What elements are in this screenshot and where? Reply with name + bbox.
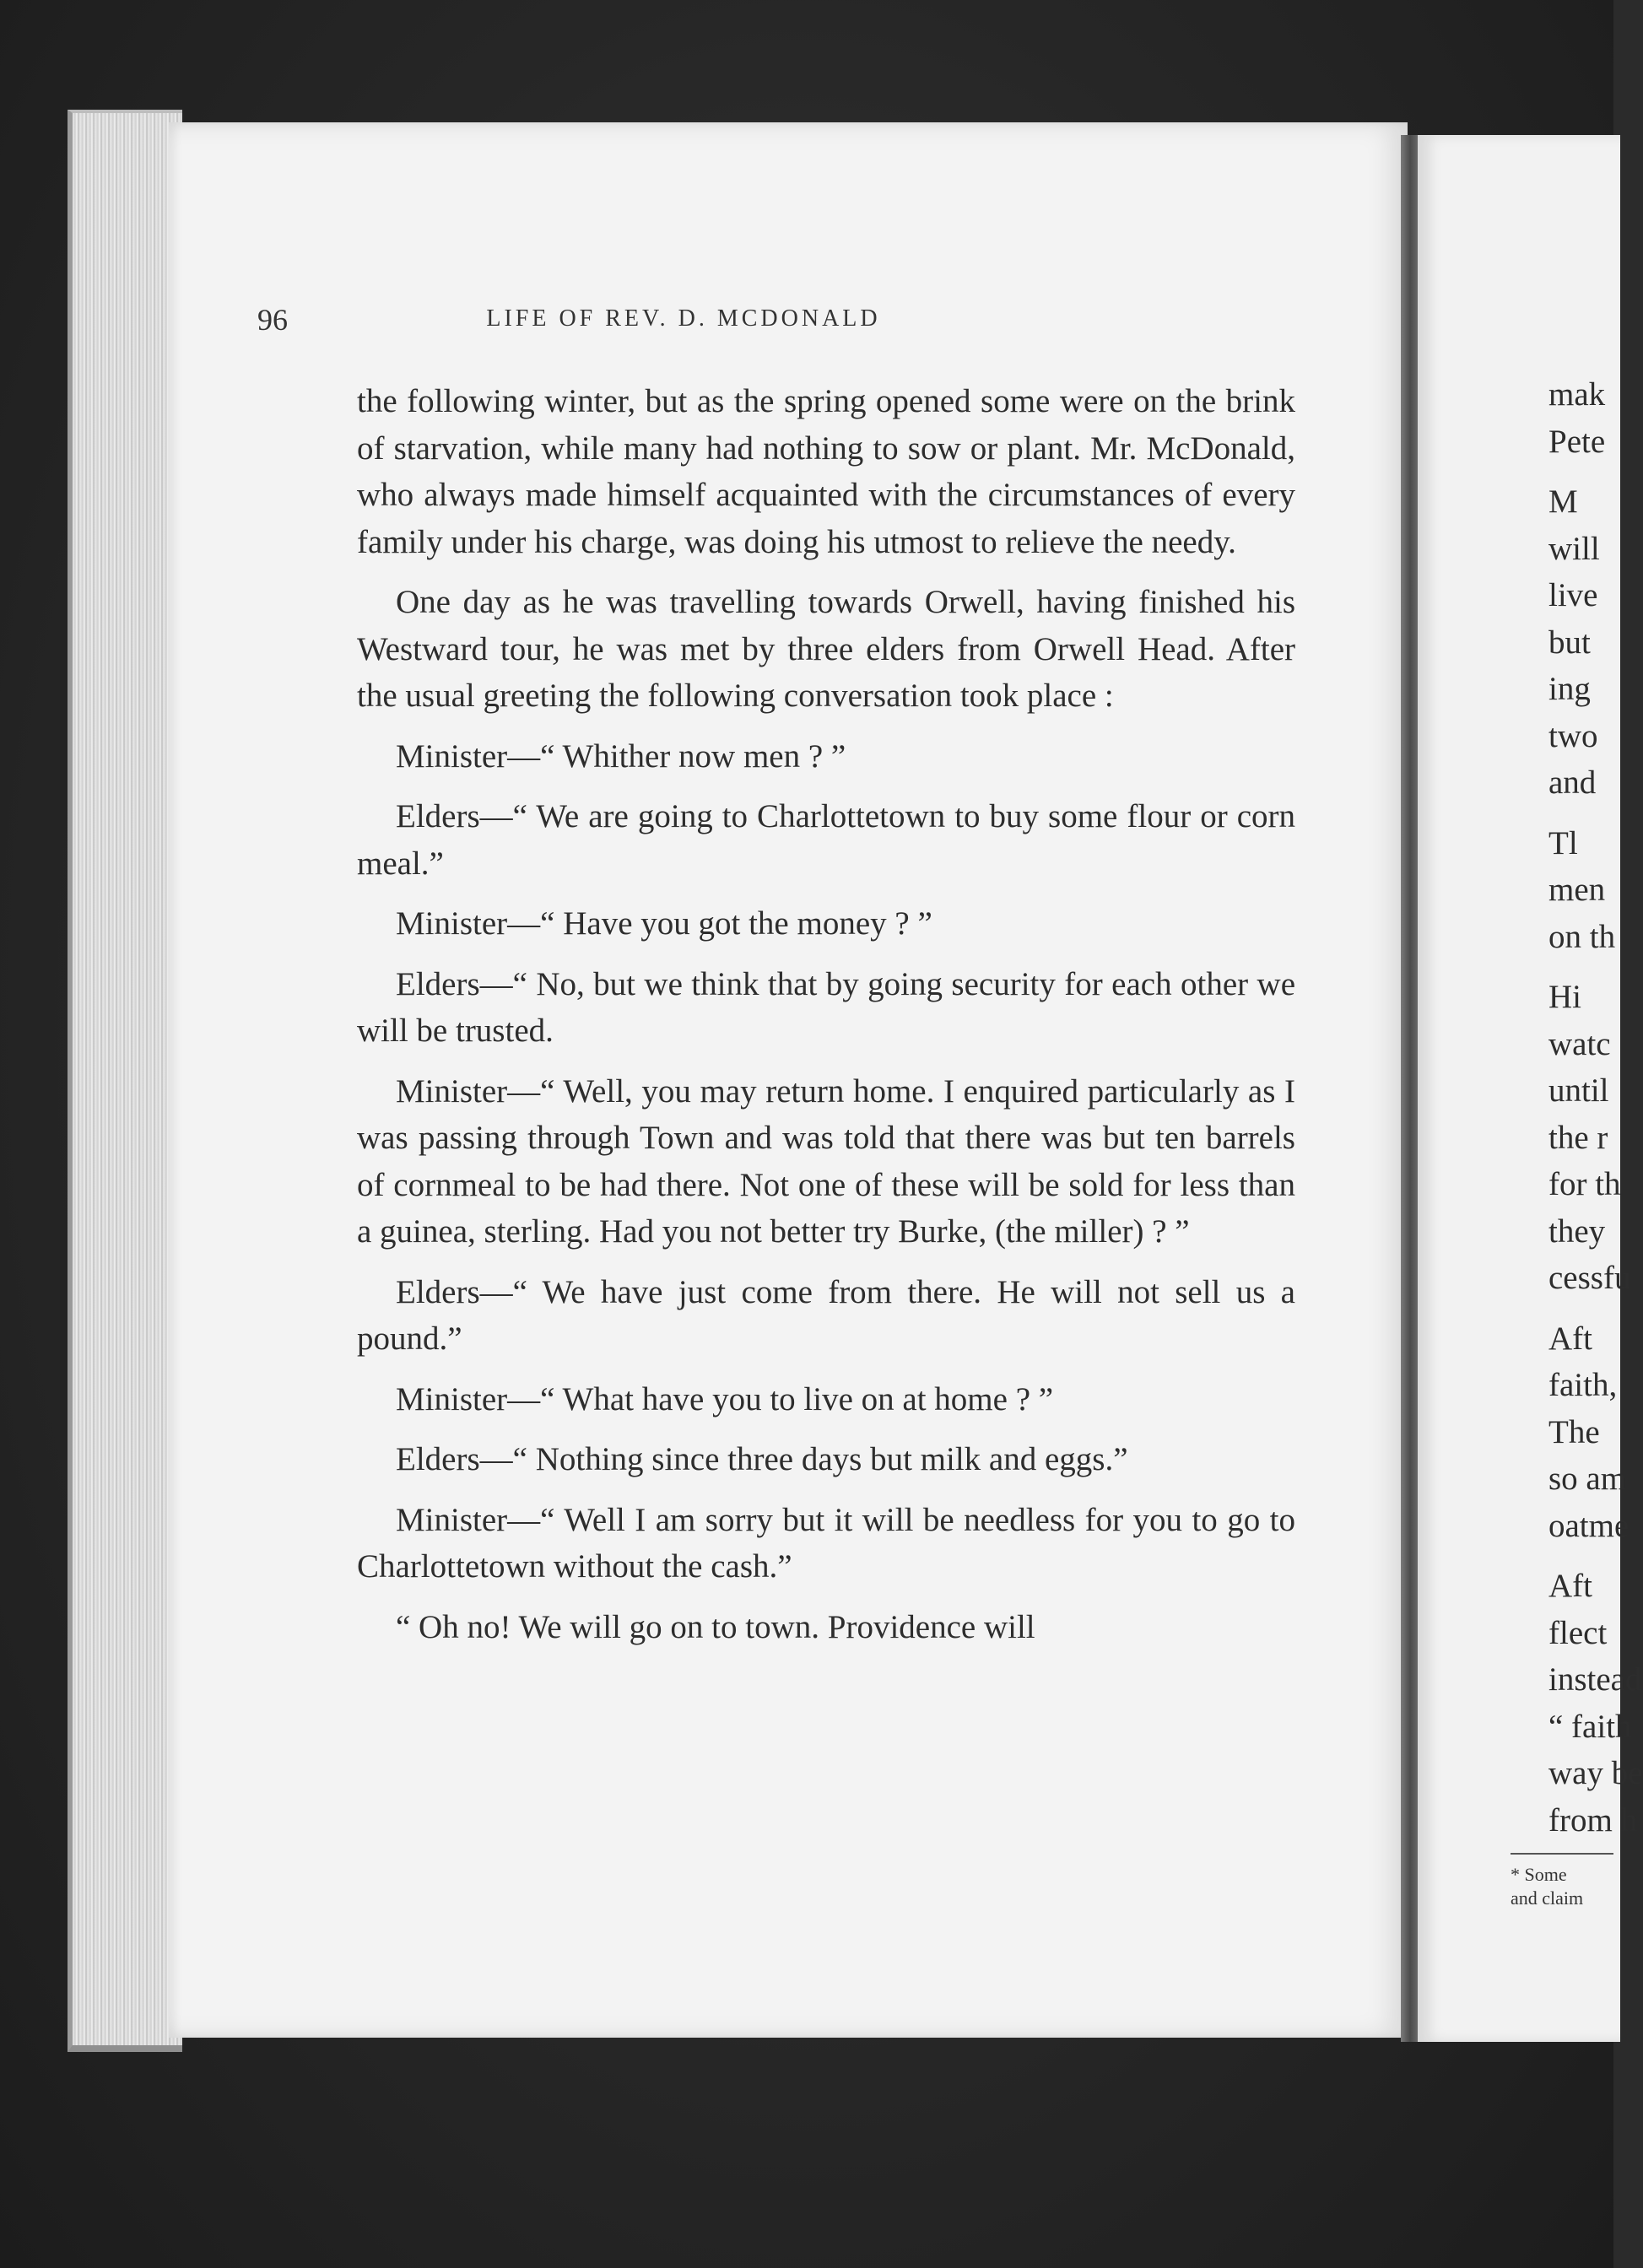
right-page-line: two [1548, 717, 1598, 754]
right-page-line: will [1548, 530, 1600, 567]
book-gutter [1401, 135, 1419, 2042]
right-page-line: instead [1548, 1661, 1642, 1698]
right-page-line: mak [1548, 376, 1606, 413]
right-page-line: oatme [1548, 1507, 1629, 1544]
paragraph-gap [1548, 1549, 1616, 1563]
right-page-line: until [1548, 1072, 1609, 1109]
right-page-line: live [1548, 577, 1598, 613]
right-page-line: but [1548, 624, 1591, 661]
right-page-line: Aft [1548, 1320, 1592, 1357]
page-header [257, 302, 1110, 344]
page-number: 96 [257, 303, 288, 337]
right-page-line: flect [1548, 1614, 1608, 1651]
right-page-line: ing [1548, 671, 1591, 707]
paragraph: Elders—“ Nothing since three days but milk and eggs.” [396, 1441, 1128, 1477]
right-page-line: Pete [1548, 423, 1606, 460]
paragraph: Minister—“ Well I am sorry but it will be needless for you to go to Charlottetown without the cash.” [357, 1501, 1295, 1585]
running-title: LIFE OF REV. D. MCDONALD [486, 305, 881, 332]
right-page-line: and [1548, 764, 1597, 801]
right-page-line: Tl [1548, 824, 1578, 861]
right-page-line: so am [1548, 1461, 1627, 1497]
paragraph: Minister—“ Well, you may return home. I enquired particularly as I was passing through Town and was told that there was but ten barrels of cornmeal to be had there. Not one of these will be sold for less than a guinea, sterling. Had you not better try Burke, (the miller) ? ” [357, 1072, 1295, 1250]
right-page-fragments [1548, 371, 1643, 1844]
left-page-body [357, 378, 1295, 1664]
right-page-line: they [1548, 1212, 1606, 1250]
right-page-line: men [1548, 872, 1606, 908]
paragraph: the following winter, but as the spring opened some were on the brink of starvation, while many had nothing to sow or plant. Mr. McDonald, who always made himself acquainted with the circumstances of every family under his charge, was doing his utmost to relieve the needy. [357, 383, 1295, 560]
right-page-line: cessfu [1548, 1260, 1631, 1296]
paragraph-gap [1548, 960, 1616, 974]
paragraph-gap [1548, 807, 1616, 820]
right-page-line: the r [1548, 1119, 1608, 1156]
footnote-line: and claim [1511, 1887, 1584, 1909]
paragraph: Minister—“ Whither now men ? ” [396, 737, 846, 775]
page-edges [68, 110, 182, 2052]
paragraph: Minister—“ Have you got the money ? ” [396, 905, 932, 942]
paragraph: Minister—“ What have you to live on at home ? ” [396, 1380, 1054, 1418]
right-page-line: The [1548, 1413, 1600, 1450]
paragraph-gap [1548, 465, 1616, 478]
paragraph: Elders—“ No, but we think that by going security for each other we will be trusted. [357, 965, 1295, 1049]
paragraph: “ Oh no! We will go on to town. Providence will [396, 1608, 1035, 1645]
right-page-line: watc [1548, 1025, 1611, 1062]
right-page-line: for th [1548, 1166, 1621, 1202]
paragraph-gap [1548, 1302, 1616, 1315]
paragraph: One day as he was travelling towards Orwell, having finished his Westward tour, he was met by three elders from Orwell Head. After the usual greeting the following conversation took place : [357, 584, 1295, 714]
right-page-line: faith, [1548, 1367, 1618, 1403]
right-page-line: on th [1548, 918, 1616, 955]
footnote [1511, 1863, 1613, 1910]
paragraph: Elders—“ We have just come from there. He will not sell us a pound.” [357, 1273, 1295, 1357]
footnote-rule [1511, 1853, 1613, 1855]
paragraph: Elders—“ We are going to Charlottetown to buy some flour or corn meal.” [357, 798, 1295, 882]
right-page-line: way be [1548, 1755, 1643, 1791]
right-page-line: Hi [1548, 979, 1581, 1015]
right-page-line: Aft [1548, 1568, 1592, 1604]
footnote-line: * Some [1511, 1864, 1567, 1885]
right-page-line: “ faith [1548, 1708, 1632, 1745]
right-page-line: from h [1548, 1801, 1638, 1839]
right-page-line: M [1548, 483, 1578, 520]
